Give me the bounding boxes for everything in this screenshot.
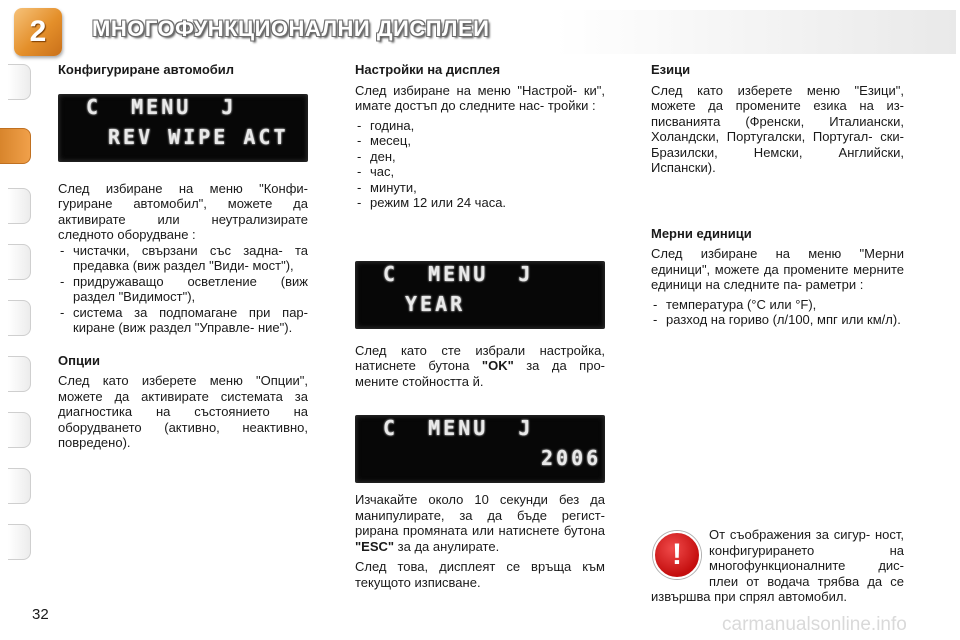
display-line-function: REV WIPE ACT (108, 124, 289, 149)
ok-instruction (355, 343, 605, 390)
warning-exclamation-icon: ! (653, 531, 701, 579)
list-item: - придружаващо осветление (виж раздел "Видимост"), (58, 274, 308, 305)
side-tab-3[interactable] (8, 188, 31, 224)
heading-options: Опции (58, 352, 100, 368)
esc-instruction (355, 492, 605, 554)
display-line-menu: C MENU J (86, 94, 237, 119)
column-vehicle-config (58, 62, 308, 451)
display-line-setting: YEAR (405, 291, 466, 316)
heading-units: Мерни единици (651, 225, 752, 241)
ok-button-label: "OK" (481, 358, 514, 373)
column-languages-units (651, 62, 904, 328)
display-settings-list (355, 118, 605, 211)
side-tab-5[interactable] (8, 300, 31, 336)
column-display-settings (355, 62, 605, 590)
display-settings-intro: След избиране на меню "Настрой- ки", имате достъп до следните нас- тройки : (355, 82, 605, 113)
ok-text-after: за да про- мените стойността й. (355, 358, 606, 389)
list-item: - температура (°C или °F), (651, 297, 904, 313)
chapter-badge (14, 8, 62, 56)
watermark: carmanualsonline.info (722, 614, 907, 635)
heading-vehicle-config: Конфигуриране автомобил (58, 62, 235, 77)
side-tab-8[interactable] (8, 468, 31, 504)
heading-languages: Езици (651, 62, 691, 77)
list-item: - ден, (355, 149, 605, 165)
list-item: - минути, (355, 180, 605, 196)
display-screen-rev-wipe (58, 94, 308, 162)
side-tab-4[interactable] (8, 244, 31, 280)
vehicle-config-intro: След избиране на меню "Конфи- гуриране автомобил", можете да активирате или неутрализирате следното оборудване : (58, 180, 308, 242)
list-item: - месец, (355, 133, 605, 149)
esc-text-after: за да анулирате. (394, 538, 500, 554)
chapter-number: 2 (29, 15, 47, 48)
esc-button-label: "ESC" (355, 538, 395, 554)
display-screen-2006 (355, 415, 605, 483)
list-item: - чистачки, свързани със задна- та предавка (виж раздел "Види- мост"), (58, 243, 308, 274)
esc-text-before: Изчакайте около 10 секунди без да манипулирате, за да бъде регист- рирана промяната или натиснете бутона (355, 492, 605, 538)
side-tab-6[interactable] (8, 356, 31, 392)
list-item: - час, (355, 164, 605, 180)
display-line-menu: C MENU J (383, 416, 534, 440)
side-tab-9[interactable] (8, 524, 31, 560)
chapter-side-tabs (0, 64, 30, 574)
units-list (651, 297, 904, 328)
list-item: - режим 12 или 24 часа. (355, 195, 605, 211)
heading-display-settings: Настройки на дисплея (355, 62, 501, 77)
vehicle-config-list (58, 243, 308, 336)
options-text: След като изберете меню "Опции", можете да активирате системата за диагностика на състоянието на оборудването (активно, неактивно, повредено). (58, 373, 308, 450)
display-line-menu: C MENU J (383, 261, 534, 286)
side-tab-1[interactable] (8, 64, 31, 100)
safety-warning (651, 527, 904, 605)
list-item: - година, (355, 118, 605, 134)
list-item: - разход на гориво (л/100, мпг или км/л). (651, 312, 904, 328)
side-tab-2-active[interactable] (0, 128, 31, 164)
return-text: След това, дисплеят се връща към текущото изписване. (355, 559, 605, 590)
side-tab-7[interactable] (8, 412, 31, 448)
ok-text-before: След като сте избрали настройка, натиснете бутона (355, 342, 605, 373)
page-title: МНОГОФУНКЦИОНАЛНИ ДИСПЛЕИ (92, 16, 490, 41)
languages-text: След като изберете меню "Езици", можете да промените езика на из- писванията (Френски, Италиански, Холандски, Португалски, Португал- ски-Бразилски, Немски, Английски, Испански). (651, 82, 904, 175)
page-number: 32 (32, 606, 49, 623)
display-line-value: 2006 (541, 446, 602, 470)
warning-text: От съображения за сигур- ност, конфигурирането на многофункционалните дис- плеи от водача трябва да се извършва при спрял автомобил. (651, 527, 904, 604)
list-item: - система за подпомагане при пар- киране (виж раздел "Управле- ние"). (58, 305, 308, 336)
display-screen-year (355, 261, 605, 329)
units-intro: След избиране на меню "Мерни единици", можете да промените мерните единици на следните па- раметри : (651, 246, 904, 292)
